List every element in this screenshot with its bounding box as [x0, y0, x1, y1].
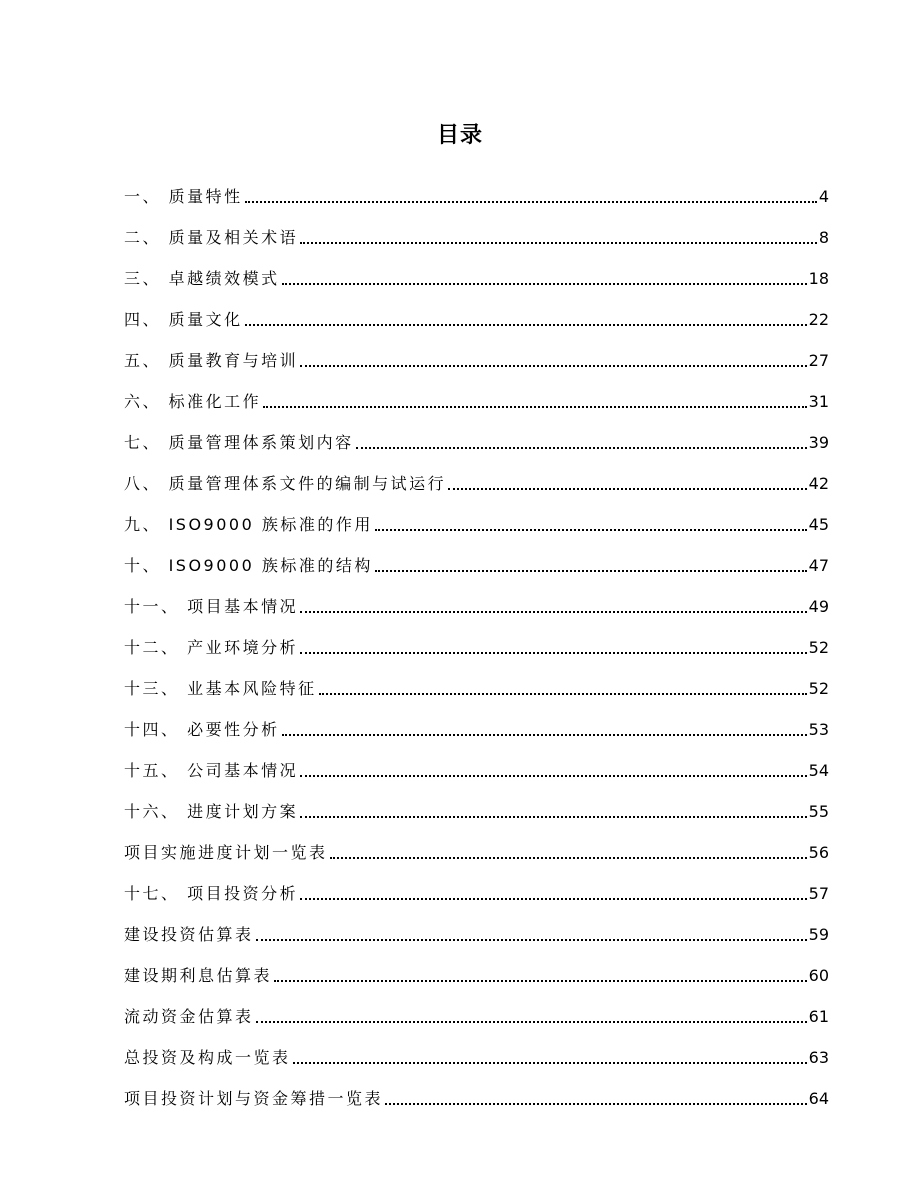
- toc-entry[interactable]: [124, 578, 829, 619]
- toc-entry-label: 十三、 业基本风险特征: [124, 679, 317, 698]
- dot-leader: [330, 857, 807, 859]
- dot-leader: [375, 570, 807, 572]
- toc-entry-page-number: 60: [808, 966, 829, 985]
- toc-entry[interactable]: [124, 332, 829, 373]
- dot-leader: [375, 529, 807, 531]
- toc-entry-page-number: 64: [808, 1089, 829, 1108]
- toc-entry-page-number: 27: [808, 351, 829, 370]
- toc-entry-label: 建设期利息估算表: [124, 966, 273, 985]
- dot-leader: [245, 201, 817, 203]
- toc-entry[interactable]: [124, 701, 829, 742]
- toc-entry-page-number: 45: [808, 515, 829, 534]
- dot-leader: [385, 1103, 807, 1105]
- toc-entry-page-number: 39: [808, 433, 829, 452]
- toc-entry-label: 十二、 产业环境分析: [124, 638, 299, 657]
- toc-entry-page-number: 22: [808, 310, 829, 329]
- toc-entry-label: 十四、 必要性分析: [124, 720, 280, 739]
- toc-entry-page-number: 52: [808, 638, 829, 657]
- dot-leader: [300, 898, 807, 900]
- toc-entry-page-number: 49: [808, 597, 829, 616]
- dot-leader: [356, 447, 807, 449]
- toc-entry[interactable]: [124, 783, 829, 824]
- toc-entry-page-number: 52: [808, 679, 829, 698]
- toc-entry-label: 项目投资计划与资金筹措一览表: [124, 1089, 384, 1108]
- toc-entry[interactable]: [124, 906, 829, 947]
- toc-entry-page-number: 8: [818, 228, 829, 247]
- toc-entry-label: 八、 质量管理体系文件的编制与试运行: [124, 474, 447, 493]
- toc-entry[interactable]: [124, 496, 829, 537]
- dot-leader: [256, 939, 807, 941]
- dot-leader: [300, 242, 817, 244]
- toc-entry-label: 五、 质量教育与培训: [124, 351, 299, 370]
- toc-entry-label: 十、 ISO9000 族标准的结构: [124, 556, 373, 575]
- dot-leader: [282, 283, 807, 285]
- toc-entry-page-number: 4: [818, 187, 829, 206]
- dot-leader: [300, 816, 807, 818]
- toc-entry-label: 总投资及构成一览表: [124, 1048, 291, 1067]
- toc-entry-label: 十六、 进度计划方案: [124, 802, 299, 821]
- toc-entry-label: 七、 质量管理体系策划内容: [124, 433, 354, 452]
- toc-entry[interactable]: [124, 742, 829, 783]
- toc-entry[interactable]: [124, 1070, 829, 1111]
- dot-leader: [448, 488, 807, 490]
- toc-entry-page-number: 42: [808, 474, 829, 493]
- toc-entry-page-number: 56: [808, 843, 829, 862]
- toc-entry-label: 三、 卓越绩效模式: [124, 269, 280, 288]
- toc-entry[interactable]: [124, 291, 829, 332]
- toc-entry-label: 十七、 项目投资分析: [124, 884, 299, 903]
- toc-entry-page-number: 54: [808, 761, 829, 780]
- dot-leader: [319, 693, 807, 695]
- dot-leader: [256, 1021, 807, 1023]
- toc-entry-page-number: 55: [808, 802, 829, 821]
- toc-entry-page-number: 53: [808, 720, 829, 739]
- toc-entry-label: 项目实施进度计划一览表: [124, 843, 328, 862]
- toc-entry-page-number: 47: [808, 556, 829, 575]
- toc-entry[interactable]: [124, 414, 829, 455]
- toc-entry[interactable]: [124, 988, 829, 1029]
- toc-entry-label: 流动资金估算表: [124, 1007, 254, 1026]
- toc-entry[interactable]: [124, 209, 829, 250]
- toc-entry-label: 四、 质量文化: [124, 310, 243, 329]
- dot-leader: [300, 652, 807, 654]
- toc-entry-label: 二、 质量及相关术语: [124, 228, 299, 247]
- toc-entry[interactable]: [124, 947, 829, 988]
- toc-entry-label: 十一、 项目基本情况: [124, 597, 299, 616]
- toc-entry[interactable]: [124, 373, 829, 414]
- toc-entry[interactable]: [124, 537, 829, 578]
- toc-entry-page-number: 57: [808, 884, 829, 903]
- dot-leader: [300, 365, 807, 367]
- toc-entry-label: 九、 ISO9000 族标准的作用: [124, 515, 373, 534]
- toc-entry-page-number: 63: [808, 1048, 829, 1067]
- toc-entry-page-number: 61: [808, 1007, 829, 1026]
- toc-entry[interactable]: [124, 660, 829, 701]
- toc-entry-page-number: 31: [808, 392, 829, 411]
- dot-leader: [282, 734, 807, 736]
- toc-entry-label: 一、 质量特性: [124, 187, 243, 206]
- toc-entry[interactable]: [124, 619, 829, 660]
- dot-leader: [293, 1062, 807, 1064]
- dot-leader: [263, 406, 807, 408]
- table-of-contents: [124, 168, 829, 1111]
- toc-entry-page-number: 59: [808, 925, 829, 944]
- toc-entry[interactable]: [124, 455, 829, 496]
- toc-entry[interactable]: [124, 824, 829, 865]
- dot-leader: [245, 324, 807, 326]
- dot-leader: [300, 611, 807, 613]
- dot-leader: [300, 775, 807, 777]
- toc-entry[interactable]: [124, 1029, 829, 1070]
- toc-entry[interactable]: [124, 168, 829, 209]
- toc-entry-label: 六、 标准化工作: [124, 392, 262, 411]
- dot-leader: [274, 980, 807, 982]
- toc-entry-label: 十五、 公司基本情况: [124, 761, 299, 780]
- toc-entry[interactable]: [124, 865, 829, 906]
- toc-entry[interactable]: [124, 250, 829, 291]
- toc-entry-label: 建设投资估算表: [124, 925, 254, 944]
- toc-entry-page-number: 18: [808, 269, 829, 288]
- toc-title: 目录: [436, 123, 483, 148]
